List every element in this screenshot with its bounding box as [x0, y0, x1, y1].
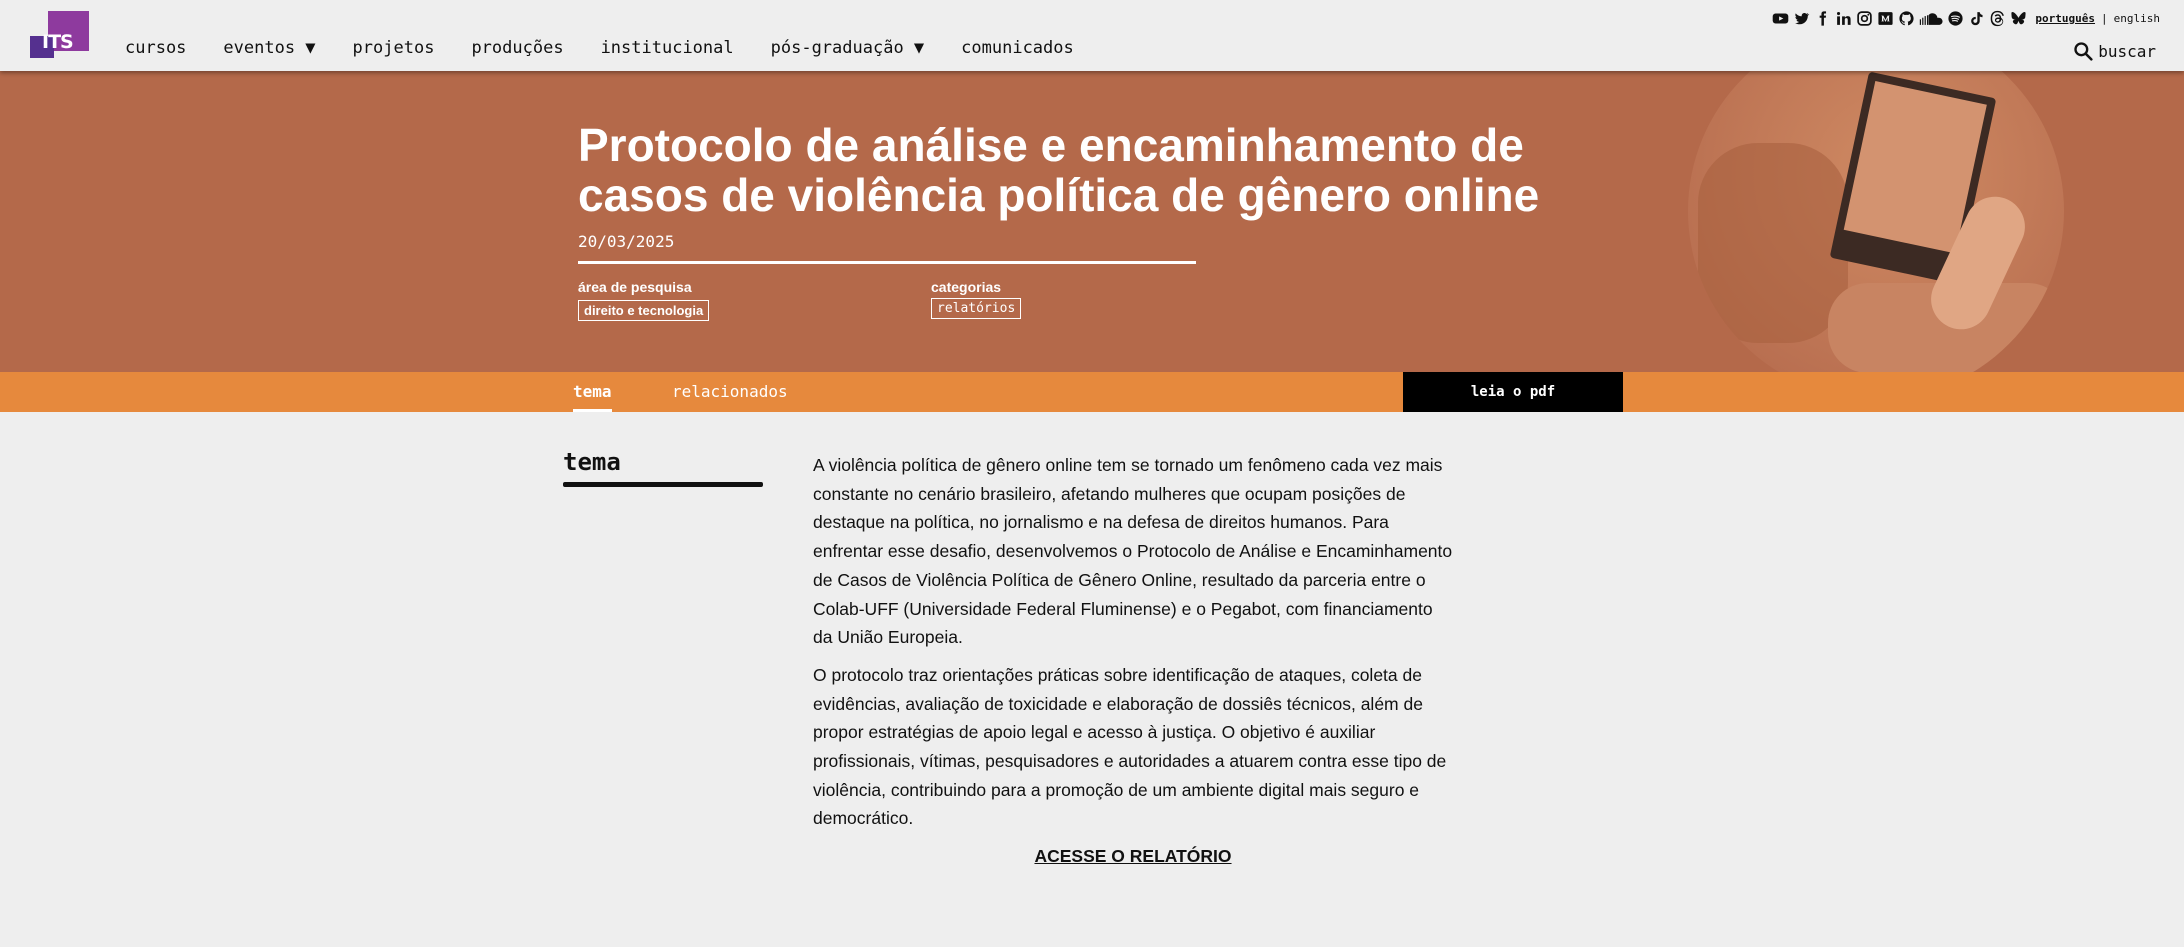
hero-banner: [0, 71, 2184, 372]
linkedin-icon[interactable]: [1835, 10, 1852, 27]
article-paragraph: O protocolo traz orientações práticas sobre identificação de ataques, coleta de evidências, avaliação de toxicidade e elaboração de dossiês técnicos, além de propor estratégias de apoio legal e acesso à justiça. O objetivo é auxiliar profissionais, vítimas, pesquisadores e autoridades a atuarem contra esse tipo de violência, contribuindo para a promoção de um ambiente digital mais seguro e democrático.: [813, 664, 1447, 829]
nav-item-projetos[interactable]: projetos: [352, 38, 435, 58]
nav-item-institucional[interactable]: institucional: [600, 38, 734, 58]
publication-date: 20/03/2025: [578, 232, 675, 251]
tiktok-icon[interactable]: [1968, 10, 1985, 27]
tab-relacionados[interactable]: relacionados: [672, 382, 788, 401]
categories-label: categorias: [931, 279, 1002, 295]
language-switcher: [2035, 12, 2160, 25]
youtube-icon[interactable]: [1772, 10, 1789, 27]
threads-icon[interactable]: [1989, 10, 2006, 27]
article-paragraph: A violência política de gênero online tem se tornado um fenômeno cada vez mais constante no cenário brasileiro, afetando mulheres que ocupam posições de destaque na política, no jornalismo e na defesa de direitos humanos. Para enfrentar esse desafio, desenvolvemos o Protocolo de Análise e Encaminhamento de Casos de Violência Política de Gênero Online, resultado da parceria entre o Colab-UFF (Universidade Federal Fluminense) e o Pegabot, com financiamento da União Europeia.: [813, 455, 1453, 648]
hero-image: [1688, 71, 2064, 372]
nav-item-comunicados[interactable]: comunicados: [961, 38, 1074, 58]
read-pdf-button[interactable]: leia o pdf: [1403, 372, 1623, 412]
access-report-link[interactable]: ACESSE O RELATÓRIO: [1034, 846, 1232, 866]
research-area-label: área de pesquisa: [578, 279, 692, 295]
bluesky-icon[interactable]: [2010, 10, 2027, 27]
category-tag[interactable]: relatórios: [931, 298, 1021, 319]
twitter-icon[interactable]: [1793, 10, 1810, 27]
lang-english-link[interactable]: english: [2113, 12, 2160, 25]
social-links: [1772, 10, 2160, 27]
site-header: [0, 0, 2184, 71]
main-nav: [125, 38, 1111, 58]
lang-portugues-link[interactable]: português: [2035, 12, 2096, 25]
instagram-icon[interactable]: [1856, 10, 1873, 27]
tab-tema[interactable]: tema: [573, 382, 612, 401]
article-body: [813, 451, 1453, 842]
nav-item-producoes[interactable]: produções: [471, 38, 564, 58]
search-button[interactable]: [2073, 41, 2156, 61]
nav-item-eventos[interactable]: eventos ▼: [223, 38, 316, 58]
logo-text: ITS: [42, 31, 73, 53]
soundcloud-icon[interactable]: [1919, 10, 1943, 27]
research-area-tag[interactable]: direito e tecnologia: [578, 300, 709, 321]
search-icon: [2073, 41, 2093, 61]
lang-separator: |: [2101, 12, 2108, 25]
medium-icon[interactable]: [1877, 10, 1894, 27]
its-logo[interactable]: [30, 11, 89, 58]
nav-item-pos-graduacao[interactable]: pós-graduação ▼: [770, 38, 925, 58]
facebook-icon[interactable]: [1814, 10, 1831, 27]
page-title: Protocolo de análise e encaminhamento de casos de violência política de gênero online: [578, 119, 1540, 221]
spotify-icon[interactable]: [1947, 10, 1964, 27]
section-title-underline: [563, 482, 763, 487]
hero-image-shade: [1698, 143, 1848, 343]
github-icon[interactable]: [1898, 10, 1915, 27]
content-tab-bar: [0, 372, 2184, 412]
nav-item-cursos[interactable]: cursos: [125, 38, 187, 58]
search-label: buscar: [2098, 41, 2156, 61]
section-title: tema: [563, 448, 621, 476]
hero-divider: [578, 261, 1196, 264]
